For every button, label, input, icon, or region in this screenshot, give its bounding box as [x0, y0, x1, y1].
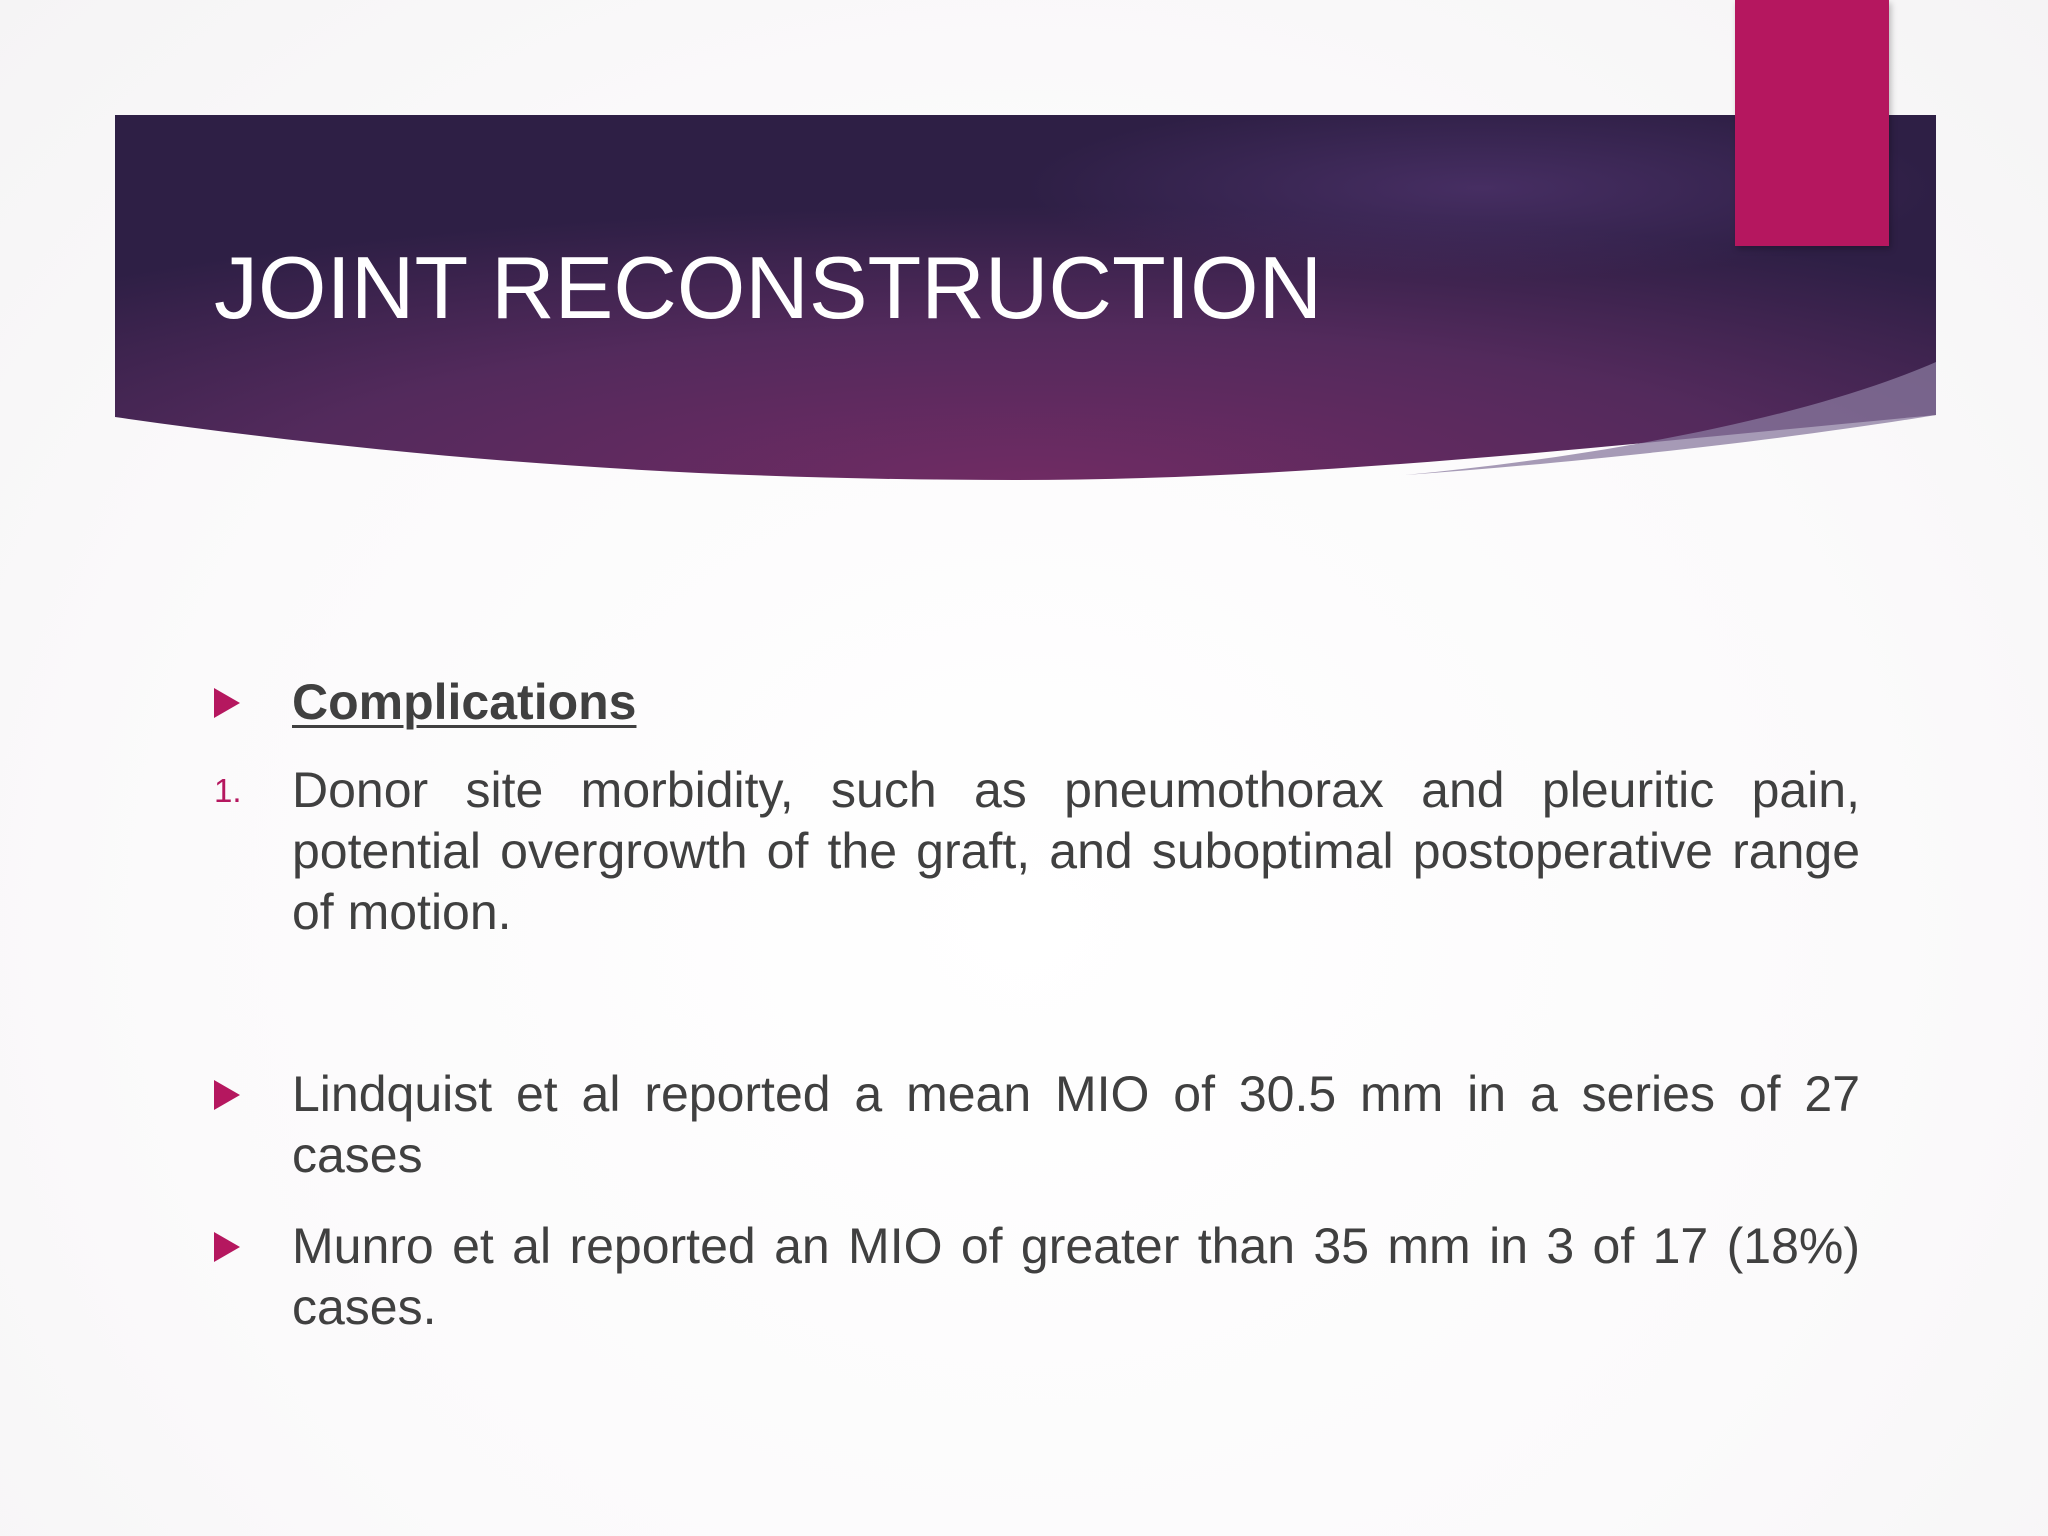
- bullet-text: Lindquist et al reported a mean MIO of 30.5 mm in a series of 27 cases: [292, 1066, 1860, 1183]
- section-heading: Complications: [292, 674, 637, 730]
- slide-body: [214, 672, 1860, 1338]
- triangle-bullet-icon: [214, 1064, 274, 1125]
- numbered-item: [214, 760, 1860, 943]
- numbered-item-text: Donor site morbidity, such as pneumothorax and pleuritic pain, potential overgrowth of the graft, and suboptimal postoperative range of motion.: [292, 762, 1860, 940]
- bullet-item-lindquist: [214, 1064, 1860, 1186]
- accent-tab: [1735, 0, 1889, 246]
- bullet-text: Munro et al reported an MIO of greater than 35 mm in 3 of 17 (18%) cases.: [292, 1218, 1860, 1335]
- triangle-bullet-icon: [214, 672, 274, 733]
- bullet-item-complications: [214, 672, 1860, 733]
- bullet-item-munro: [214, 1216, 1860, 1338]
- triangle-bullet-icon: [214, 1216, 274, 1277]
- list-number: 1.: [214, 772, 242, 809]
- slide-title: JOINT RECONSTRUCTION: [214, 238, 1323, 337]
